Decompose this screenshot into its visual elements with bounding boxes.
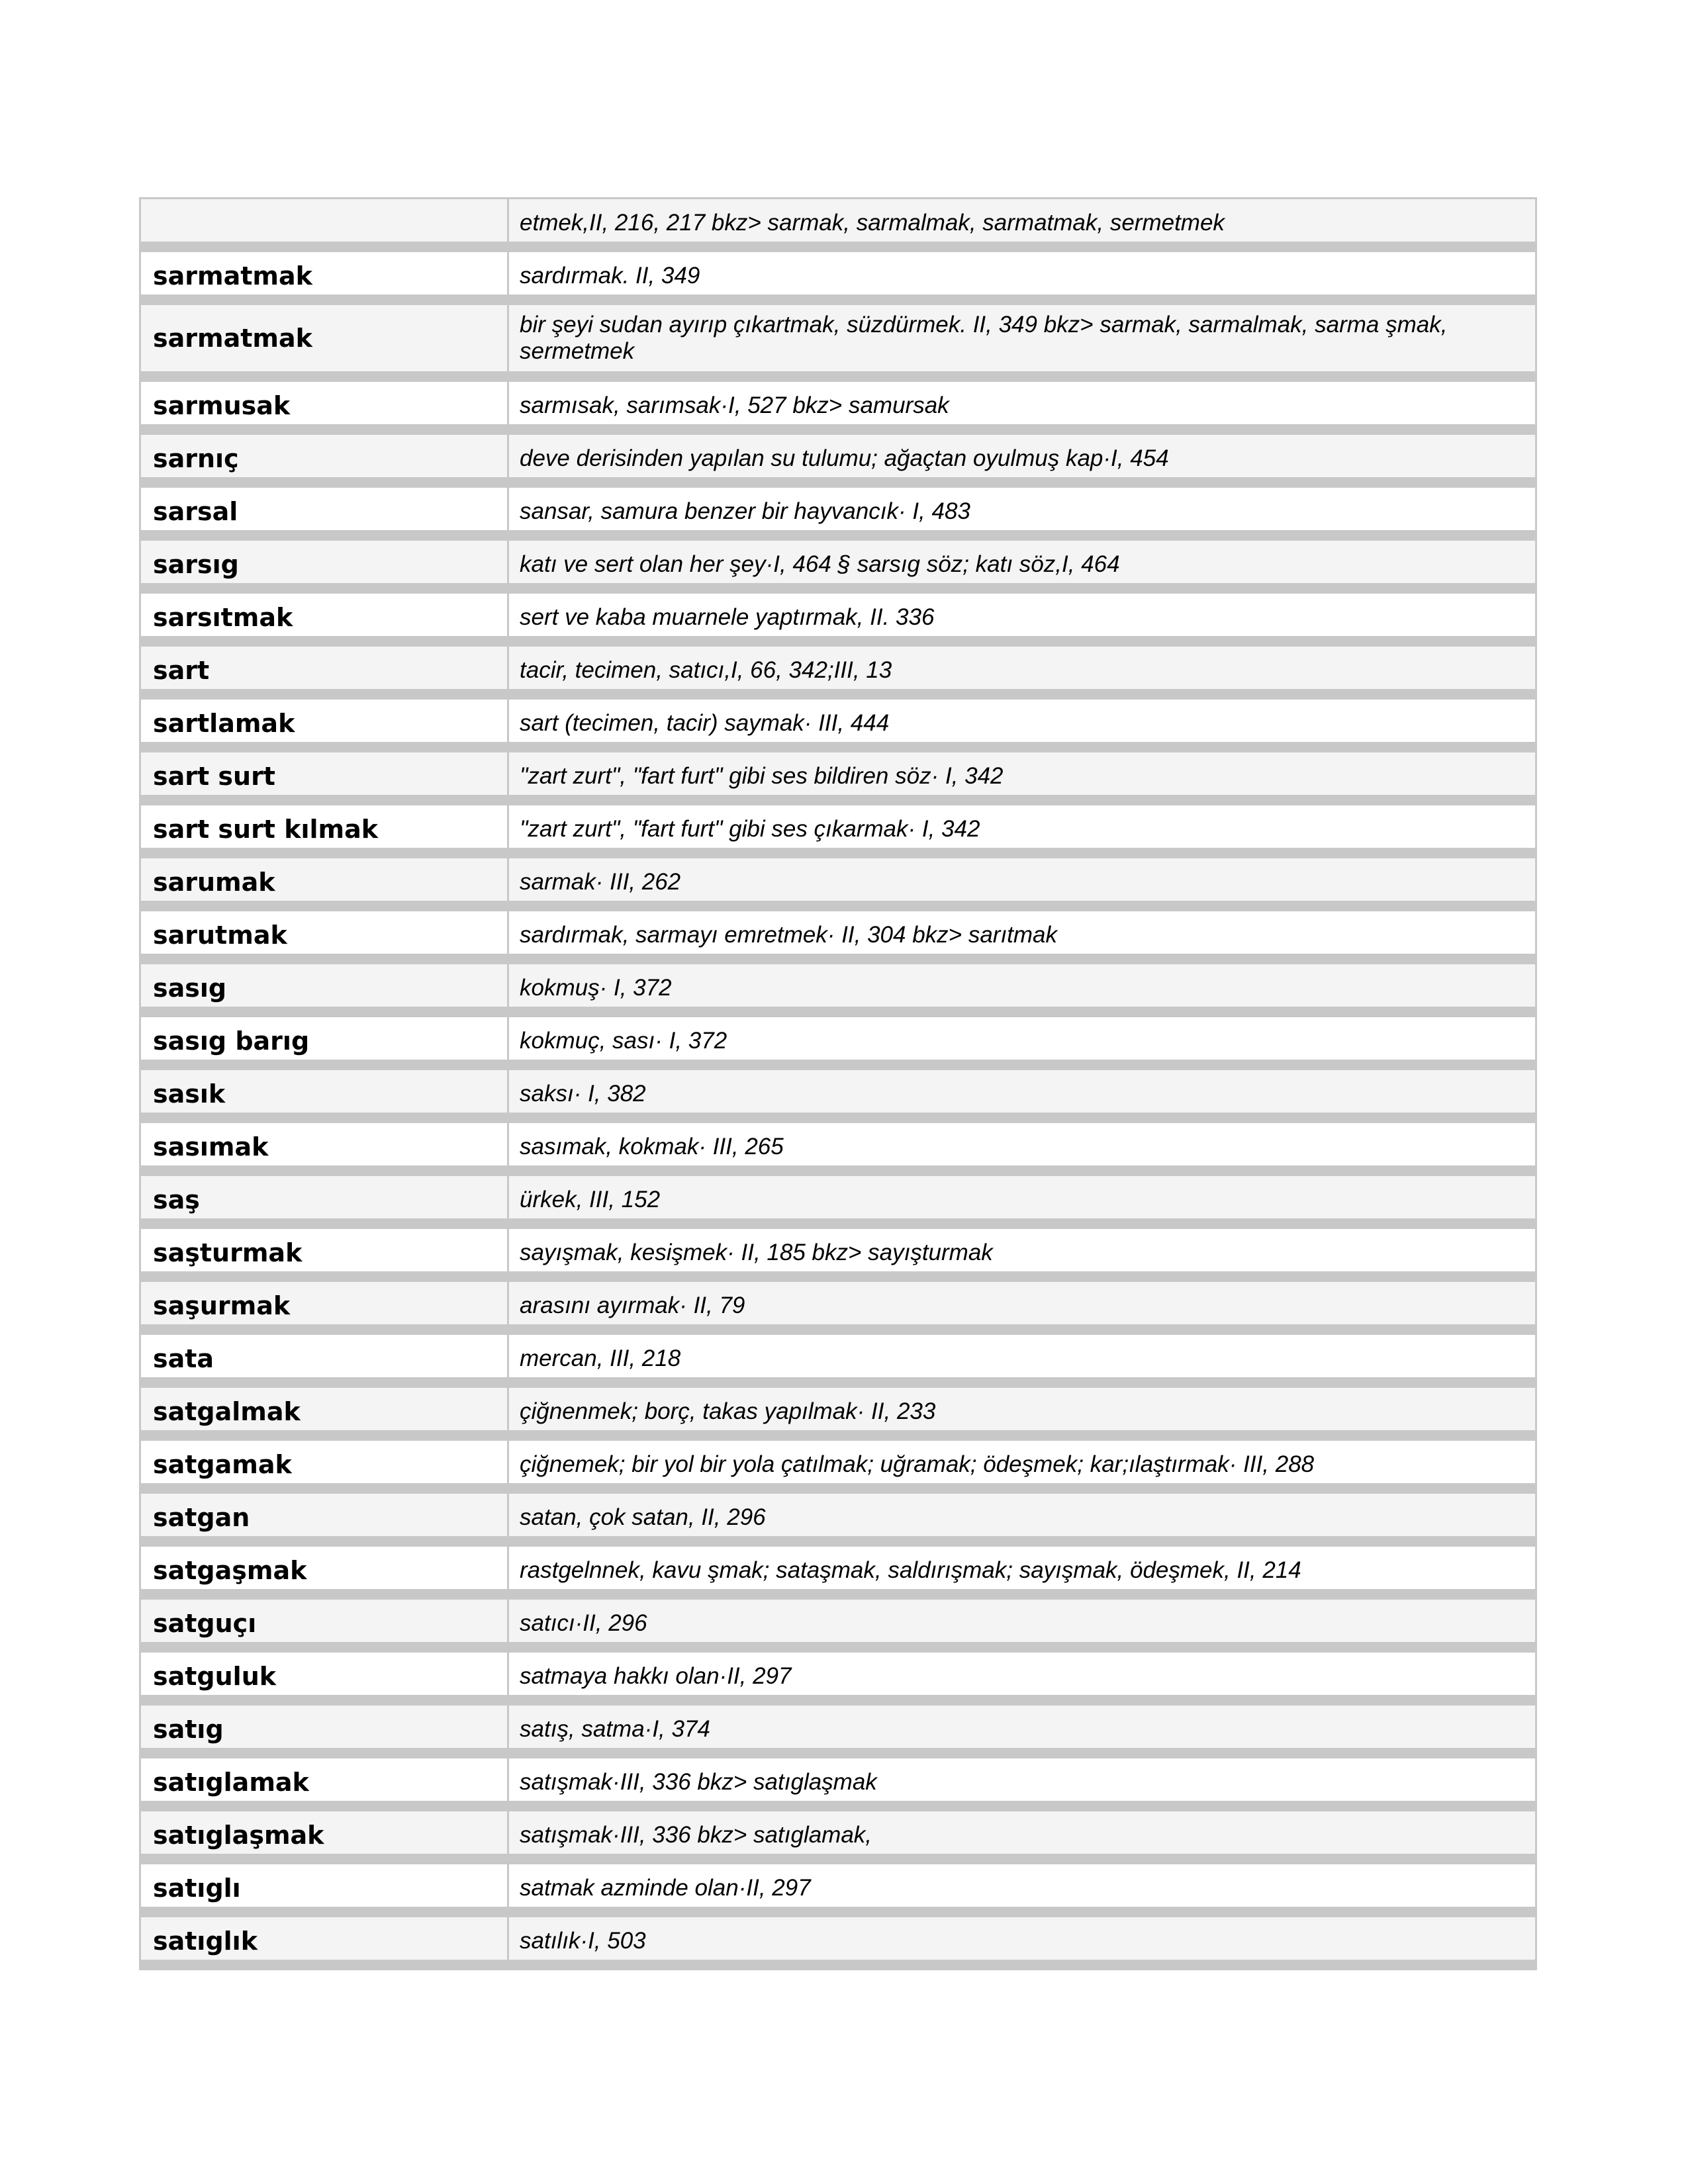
table-row <box>141 1388 1535 1441</box>
entry-term: satguluk <box>141 1653 509 1695</box>
table-row <box>141 382 1535 435</box>
entry-definition: sardırmak. II, 349 <box>520 263 700 289</box>
entry-term: saş <box>141 1176 509 1218</box>
entry-term: sarmatmak <box>141 252 509 295</box>
entry-definition: kokmuş· I, 372 <box>520 975 672 1001</box>
entry-term <box>141 199 509 242</box>
table-row <box>141 858 1535 911</box>
table-row <box>141 964 1535 1017</box>
table-row <box>141 1917 1535 1970</box>
table-row <box>141 1494 1535 1547</box>
table-row <box>141 1864 1535 1917</box>
table-row <box>141 1335 1535 1388</box>
entry-term: sasık <box>141 1070 509 1113</box>
table-row <box>141 435 1535 488</box>
entry-term: satıglık <box>141 1917 509 1960</box>
entry-definition: sarmısak, sarımsak·I, 527 bkz> samursak <box>520 392 949 418</box>
entry-definition: satılık·I, 503 <box>520 1928 646 1954</box>
entry-term: sarmusak <box>141 382 509 424</box>
entry-definition: satışmak·III, 336 bkz> satıglaşmak <box>520 1769 877 1795</box>
entry-term: sasıg <box>141 964 509 1007</box>
table-row <box>141 305 1535 382</box>
entry-term: sarsıtmak <box>141 594 509 636</box>
entry-term: satıglı <box>141 1864 509 1907</box>
entry-definition: "zart zurt", "fart furt" gibi ses çıkarmak· I, 342 <box>520 816 980 842</box>
entry-definition: sayışmak, kesişmek· II, 185 bkz> sayışturmak <box>520 1240 993 1265</box>
table-row <box>141 1017 1535 1070</box>
table-row <box>141 752 1535 805</box>
table-row <box>141 647 1535 700</box>
entry-term: sarsıg <box>141 541 509 583</box>
entry-term: sarumak <box>141 858 509 901</box>
entry-definition: sert ve kaba muarnele yaptırmak, II. 336 <box>520 604 935 630</box>
entry-term: satgalmak <box>141 1388 509 1430</box>
table-row <box>141 488 1535 541</box>
entry-term: satıglaşmak <box>141 1811 509 1854</box>
entry-definition: katı ve sert olan her şey·I, 464 § sarsıg söz; katı söz,I, 464 <box>520 551 1120 577</box>
entry-term: satıg <box>141 1706 509 1748</box>
entry-term: sarutmak <box>141 911 509 954</box>
table-row <box>141 1441 1535 1494</box>
entry-definition: rastgelnnek, kavu şmak; sataşmak, saldırışmak; sayışmak, ödeşmek, II, 214 <box>520 1557 1301 1583</box>
table-row <box>141 541 1535 594</box>
entry-term: sarnıç <box>141 435 509 477</box>
entry-definition: çiğnemek; bir yol bir yola çatılmak; uğramak; ödeşmek; kar;ılaştırmak· III, 288 <box>520 1451 1315 1477</box>
entry-term: satıglamak <box>141 1758 509 1801</box>
entry-term: satgan <box>141 1494 509 1536</box>
table-row <box>141 1229 1535 1282</box>
entry-term: satguçı <box>141 1600 509 1642</box>
entry-definition: satmak azminde olan·II, 297 <box>520 1875 811 1901</box>
entry-definition: sart (tecimen, tacir) saymak· III, 444 <box>520 710 890 736</box>
table-row <box>141 594 1535 647</box>
entry-term: sarmatmak <box>141 305 509 371</box>
table-row <box>141 1600 1535 1653</box>
entry-definition: arasını ayırmak· II, 79 <box>520 1293 745 1318</box>
entry-term: sasımak <box>141 1123 509 1165</box>
entry-definition: satışmak·III, 336 bkz> satıglamak, <box>520 1822 872 1848</box>
entry-definition: "zart zurt", "fart furt" gibi ses bildiren söz· I, 342 <box>520 763 1004 789</box>
table-row <box>141 1176 1535 1229</box>
entry-term: satgaşmak <box>141 1547 509 1589</box>
table-row <box>141 1123 1535 1176</box>
entry-definition: satmaya hakkı olan·II, 297 <box>520 1663 792 1689</box>
dictionary-table <box>139 197 1537 1970</box>
entry-definition: sansar, samura benzer bir hayvancık· I, 483 <box>520 498 970 524</box>
entry-definition: sardırmak, sarmayı emretmek· II, 304 bkz> sarıtmak <box>520 922 1058 948</box>
entry-definition: ürkek, III, 152 <box>520 1187 661 1212</box>
entry-definition: bir şeyi sudan ayırıp çıkartmak, süzdürmek. II, 349 bkz> sarmak, sarmalmak, sarma şmak, sermetmek <box>520 312 1448 364</box>
table-row <box>141 805 1535 858</box>
entry-term: satgamak <box>141 1441 509 1483</box>
entry-definition: satıcı·II, 296 <box>520 1610 647 1636</box>
table-row <box>141 1758 1535 1811</box>
table-row <box>141 252 1535 305</box>
entry-term: sart surt kılmak <box>141 805 509 848</box>
table-row <box>141 1070 1535 1123</box>
entry-definition: sarmak· III, 262 <box>520 869 681 895</box>
table-row <box>141 1653 1535 1706</box>
entry-definition: satan, çok satan, II, 296 <box>520 1504 766 1530</box>
entry-definition: tacir, tecimen, satıcı,I, 66, 342;III, 13 <box>520 657 892 683</box>
table-row <box>141 1706 1535 1758</box>
entry-definition: kokmuç, sası· I, 372 <box>520 1028 727 1054</box>
entry-term: sart surt <box>141 752 509 795</box>
table-row <box>141 1547 1535 1600</box>
entry-term: sart <box>141 647 509 689</box>
entry-term: saşturmak <box>141 1229 509 1271</box>
entry-definition: satış, satma·I, 374 <box>520 1716 710 1742</box>
table-row <box>141 700 1535 752</box>
entry-term: sasıg barıg <box>141 1017 509 1060</box>
entry-definition: etmek,II, 216, 217 bkz> sarmak, sarmalmak, sarmatmak, sermetmek <box>520 210 1225 236</box>
entry-definition: saksı· I, 382 <box>520 1081 646 1107</box>
entry-term: sarsal <box>141 488 509 530</box>
table-row <box>141 199 1535 252</box>
table-row <box>141 911 1535 964</box>
entry-term: sata <box>141 1335 509 1377</box>
table-row <box>141 1282 1535 1335</box>
table-row <box>141 1811 1535 1864</box>
entry-definition: mercan, III, 218 <box>520 1345 681 1371</box>
entry-definition: çiğnenmek; borç, takas yapılmak· II, 233 <box>520 1398 936 1424</box>
entry-term: saşurmak <box>141 1282 509 1324</box>
entry-definition: deve derisinden yapılan su tulumu; ağaçtan oyulmuş kap·I, 454 <box>520 445 1169 471</box>
entry-term: sartlamak <box>141 700 509 742</box>
entry-definition: sasımak, kokmak· III, 265 <box>520 1134 784 1160</box>
